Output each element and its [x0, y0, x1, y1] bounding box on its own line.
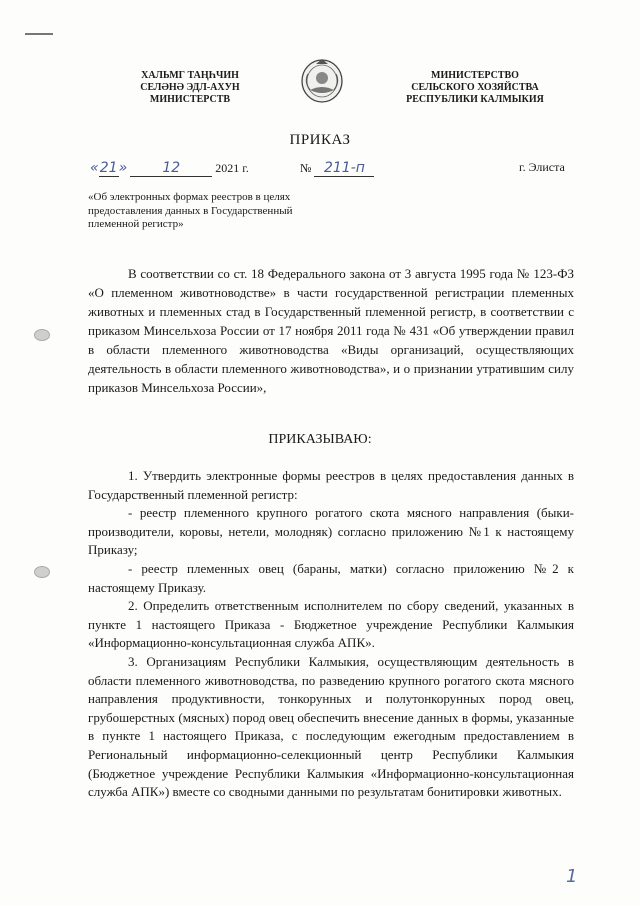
scan-mark — [25, 33, 53, 35]
header-left-line: МИНИСТЕРСТВ — [149, 94, 231, 105]
header-left-line: СЕЛӘНӘ ЭДЛ-АХУН — [140, 82, 240, 93]
order-item-1-sub-1: - реестр племенного крупного рогатого скота мясного направления (быки-производители, коровы, нетели, молодняк) согласно приложению №1 к настоящему Приказу; — [88, 505, 574, 558]
date-month: 12 — [130, 160, 212, 177]
order-subject: «Об электронных формах реестров в целях предоставления данных в Государственный племенной регистр» — [88, 191, 293, 230]
order-items — [88, 467, 574, 802]
order-number — [300, 160, 374, 177]
header-right-line: СЕЛЬСКОГО ХОЗЯЙСТВА — [411, 82, 539, 93]
order-date — [90, 160, 249, 177]
orders-heading: ПРИКАЗЫВАЮ: — [268, 432, 372, 447]
document-title: ПРИКАЗ — [289, 132, 351, 148]
header-right-line: МИНИСТЕРСТВО — [431, 70, 519, 81]
coat-of-arms-emblem — [300, 56, 344, 104]
number-value: 211-п — [314, 160, 374, 177]
date-quote: » — [118, 160, 128, 176]
preamble-paragraph: В соответствии со ст. 18 Федерального закона от 3 августа 1995 года № 123-ФЗ «О племенном животноводстве» в части государственной регистрации племенных животных и племенных стад в Государственный племенной регистр, в соответствии с приказом Минсельхоза России от 17 ноября 2011 года № 431 «Об утверждении правил в области племенного животноводства «Виды организаций, осуществляющих деятельность в области племенного животноводства», и о признании утратившим силу приказов Минсельхоза России», — [88, 266, 574, 395]
header-left — [120, 70, 260, 106]
header-left-line: ХАЛЬМГ ТАҢҺЧИН — [141, 70, 239, 81]
order-item-1-sub-2: - реестр племенных овец (бараны, матки) согласно приложению №2 к настоящему Приказу. — [88, 560, 574, 595]
order-item-3: 3. Организациям Республики Калмыкия, осуществляющим деятельность в области племенного животноводства, по разведению крупного рогатого скота мясного направления продуктивности, тонкорунных и полутонкорунных пород овец, грубошерстных (мясных) пород овец обеспечить внесение данных в формы, указанные в пункте 1 настоящего Приказа, с последующим ежегодным предоставлением в Региональный информационно-селекционный центр Республики Калмыкия (Бюджетное учреждение Республики Калмыкия «Информационно-консультационная служба АПК») вместе со сводными данными по результатам бонитировки животных. — [88, 653, 574, 800]
page-number: 1 — [566, 866, 578, 887]
order-item-2: 2. Определить ответственным исполнителем по сбору сведений, указанных в пункте 1 настоящего Приказа - Бюджетное учреждение Республики Калмыкия «Информационно-консультационная служба АПК». — [88, 598, 574, 651]
header-right-line: РЕСПУБЛИКИ КАЛМЫКИЯ — [406, 94, 544, 105]
date-year: 2021 г. — [215, 161, 249, 175]
header-right — [395, 70, 555, 106]
date-day: 21 — [99, 160, 118, 176]
order-item-1: 1. Утвердить электронные формы реестров в целях предоставления данных в Государственный племенной регистр: — [88, 468, 574, 502]
number-label: № — [300, 161, 312, 175]
date-quote: « — [90, 160, 99, 176]
punch-hole-bottom — [34, 566, 50, 578]
order-city: г. Элиста — [519, 160, 565, 174]
punch-hole-top — [34, 329, 50, 341]
